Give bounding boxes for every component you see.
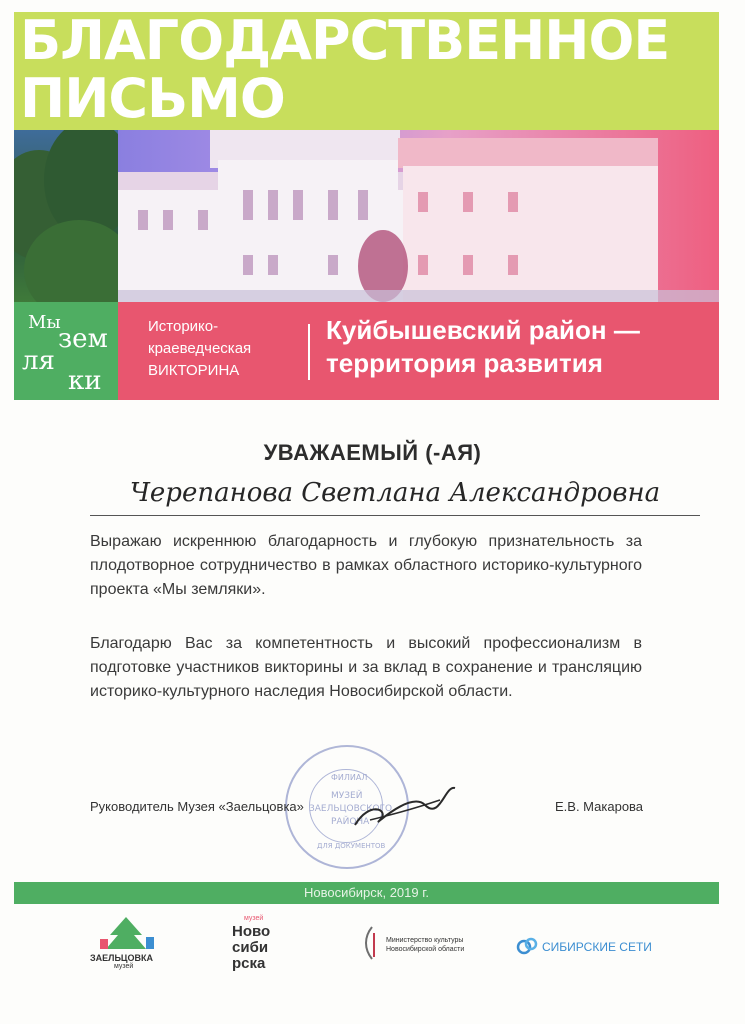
ministry-emblem-icon: [360, 925, 382, 961]
salutation: УВАЖАЕМЫЙ (-АЯ): [263, 440, 482, 465]
ministry-line-1: Министерство культуры: [386, 937, 464, 944]
novosibirsk-line-2: сиби: [232, 939, 269, 956]
stamp-text-bottom: ДЛЯ ДОКУМЕНТОВ: [317, 842, 386, 850]
siberian-networks-label: СИБИРСКИЕ СЕТИ: [542, 940, 652, 954]
title-line-1: БЛАГОДАРСТВЕННОЕ: [20, 12, 670, 72]
document-title: [20, 12, 669, 128]
gratitude-paragraph-2: Благодарю Вас за компетентность и высокий профессионализм в подготовке участников викторины и за вклад в сохранение и трансляцию историко-культурного наследия Новосибирской области.: [90, 635, 642, 700]
signatory-name: Е.В. Макарова: [555, 799, 644, 814]
zaeltsovka-label: ЗАЕЛЬЦОВКА: [90, 953, 153, 963]
logo-word-zem: зем: [58, 324, 108, 354]
signatory-position: Руководитель Музея «Заельцовка»: [90, 799, 304, 814]
stamp-text-middle-2: ЗАЕЛЬЦОВСКОГО: [309, 804, 393, 814]
quiz-title: [326, 314, 716, 380]
novosibirsk-line-1: Ново: [232, 923, 271, 940]
siberian-networks-icon: [516, 935, 538, 957]
handwritten-signature: [350, 780, 460, 840]
building-photo: [118, 130, 719, 302]
quiz-label-line-1: Историко-: [148, 318, 219, 335]
logo-word-ki: ки: [68, 366, 102, 396]
logo-word-lya: ля: [22, 346, 55, 376]
zaeltsovka-museum-logo: [90, 915, 160, 970]
quiz-title-line-2: территория развития: [326, 348, 603, 378]
zaeltsovka-sublabel: музей: [114, 963, 134, 970]
quiz-label-line-2: краеведческая: [148, 340, 252, 357]
quiz-banner: [118, 302, 719, 400]
my-zemlyaki-logo: [14, 302, 118, 400]
recipient-name: Черепанова Светлана Александровна: [129, 478, 661, 508]
footer-city-year: Новосибирск, 2019 г.: [303, 885, 430, 900]
logo-word-my: Мы: [28, 312, 61, 333]
quiz-divider: [308, 324, 310, 380]
ministry-of-culture-logo: [360, 915, 480, 970]
siberian-networks-logo: [516, 915, 652, 970]
title-line-2: ПИСЬМО: [20, 67, 285, 130]
footer-bar: [14, 882, 719, 904]
quiz-label: [148, 316, 308, 382]
recipient-underline: [90, 515, 700, 516]
novosibirsk-line-3: рска: [232, 955, 266, 972]
stamp-text-middle-3: РАЙОНА: [331, 817, 370, 827]
stamp-text-middle-1: МУЗЕЙ: [331, 791, 363, 801]
quiz-title-line-1: Куйбышевский район —: [326, 315, 640, 345]
photo-trees-panel: [14, 130, 118, 302]
ministry-line-2: Новосибирской области: [386, 946, 465, 953]
stamp-text-top: ФИЛИАЛ: [331, 773, 368, 782]
quiz-label-line-3: ВИКТОРИНА: [148, 362, 240, 379]
novosibirsk-museum-logo: [228, 915, 278, 970]
header-banner: [14, 12, 719, 130]
gratitude-paragraph-1: Выражаю искреннюю благодарность и глубокую признательность за плодотворное сотрудничество в рамках областного историко-культурного проекта «Мы земляки».: [90, 533, 642, 598]
zaeltsovka-tree-icon: [96, 915, 156, 953]
novosibirsk-museum-small: музей: [244, 915, 264, 922]
